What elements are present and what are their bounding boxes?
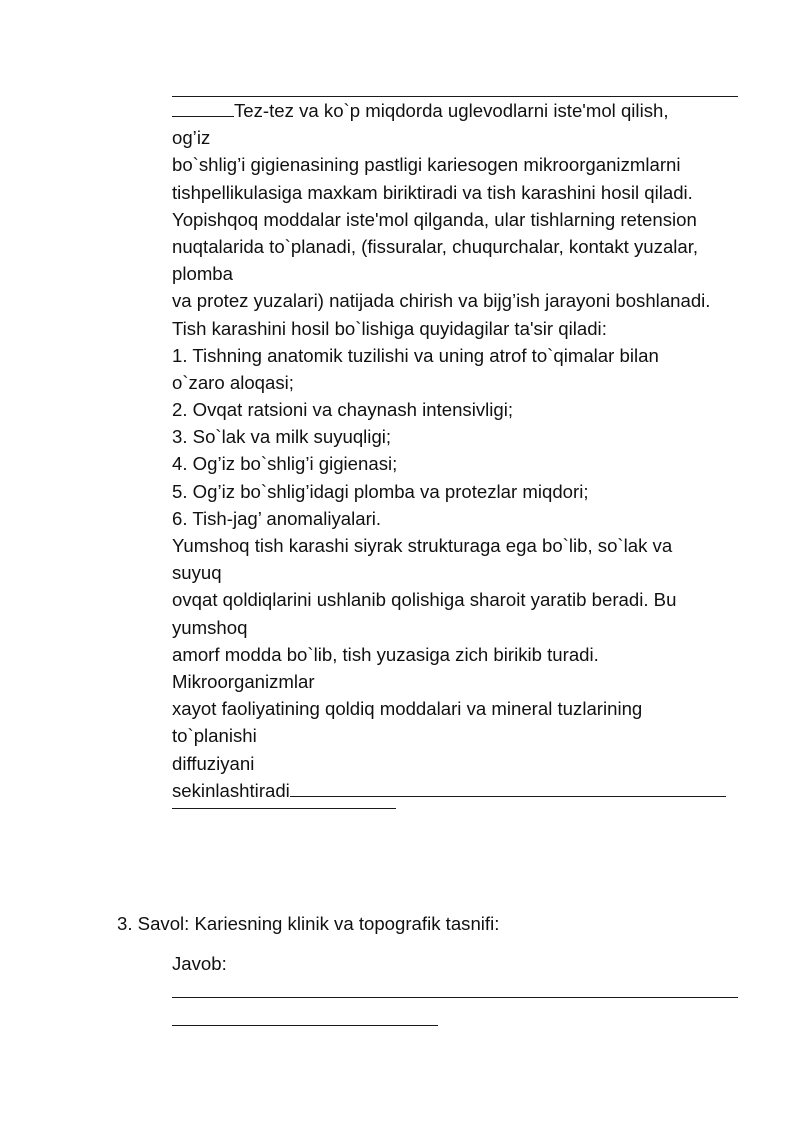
question-3: 3. Savol: Kariesning klinik va topografik tasnifi: bbox=[117, 913, 500, 934]
answer-line-17: Yumshoq tish karashi siyrak strukturaga ega bo`lib, so`lak va bbox=[172, 535, 673, 556]
list-item-5: 5. Og’iz bo`shlig’idagi plomba va protezlar miqdori; bbox=[172, 480, 589, 502]
answer-line-9: Tish karashini hosil bo`lishiga quyidagilar ta'sir qiladi: bbox=[172, 317, 607, 339]
answer-line-8: va protez yuzalari) natijada chirish va bijg’ish jarayoni boshlanadi. bbox=[172, 290, 711, 312]
answer-line-22: Mikroorganizmlar bbox=[172, 670, 315, 692]
answer-blank-inline[interactable] bbox=[290, 780, 726, 797]
answer-line-2: og’iz bbox=[172, 127, 211, 149]
answer-line-3: bo`shlig’i gigienasining pastligi kariesogen mikroorganizmlarni bbox=[172, 154, 681, 176]
list-item-4: 4. Og’iz bo`shlig’i gigienasi; bbox=[172, 453, 398, 475]
answer-line-19: ovqat qoldiqlarini ushlanib qolishiga sharoit yaratib beradi. Bu bbox=[172, 589, 677, 611]
answer-line-26 bbox=[172, 777, 742, 804]
answer-blank-line[interactable] bbox=[172, 808, 396, 809]
answer-line-18: suyuq bbox=[172, 562, 222, 584]
list-item-6: 6. Tish-jag’ anomaliyalari. bbox=[172, 507, 382, 529]
answer-block-2 bbox=[172, 82, 742, 809]
answer-line-21: amorf modda bo`lib, tish yuzasiga zich birikib turadi. bbox=[172, 643, 599, 665]
answer-text: Tez-tez va ko`p miqdorda uglevodlarni iste'mol qilish, bbox=[234, 100, 669, 121]
answer-blank-inline[interactable] bbox=[172, 100, 234, 117]
answer-text: sekinlashtiradi bbox=[172, 779, 290, 801]
answer-line-24: to`planishi bbox=[172, 725, 257, 747]
answer-line-1 bbox=[172, 97, 742, 124]
answer-blank-line[interactable] bbox=[172, 997, 738, 998]
answer-label: Javob: bbox=[172, 953, 227, 974]
answer-line-4: tishpellikulasiga maxkam biriktiradi va tish karashini hosil qiladi. bbox=[172, 181, 693, 203]
answer-line-23: xayot faoliyatining qoldiq moddalari va mineral tuzlarining bbox=[172, 698, 643, 720]
list-item-1: 1. Tishning anatomik tuzilishi va uning atrof to`qimalar bilan bbox=[172, 344, 659, 366]
answer-line-20: yumshoq bbox=[172, 616, 248, 638]
answer-blank-line[interactable] bbox=[172, 1025, 438, 1026]
answer-line-5: Yopishqoq moddalar iste'mol qilganda, ular tishlarning retension bbox=[172, 208, 697, 230]
answer-line-6: nuqtalarida to`planadi, (fissuralar, chuqurchalar, kontakt yuzalar, bbox=[172, 235, 699, 257]
list-item-1-cont: o`zaro aloqasi; bbox=[172, 371, 294, 393]
answer-line-25: diffuziyani bbox=[172, 752, 255, 774]
list-item-2: 2. Ovqat ratsioni va chaynash intensivligi; bbox=[172, 399, 514, 421]
list-item-3: 3. So`lak va milk suyuqligi; bbox=[172, 426, 392, 448]
answer-line-7: plomba bbox=[172, 263, 233, 285]
